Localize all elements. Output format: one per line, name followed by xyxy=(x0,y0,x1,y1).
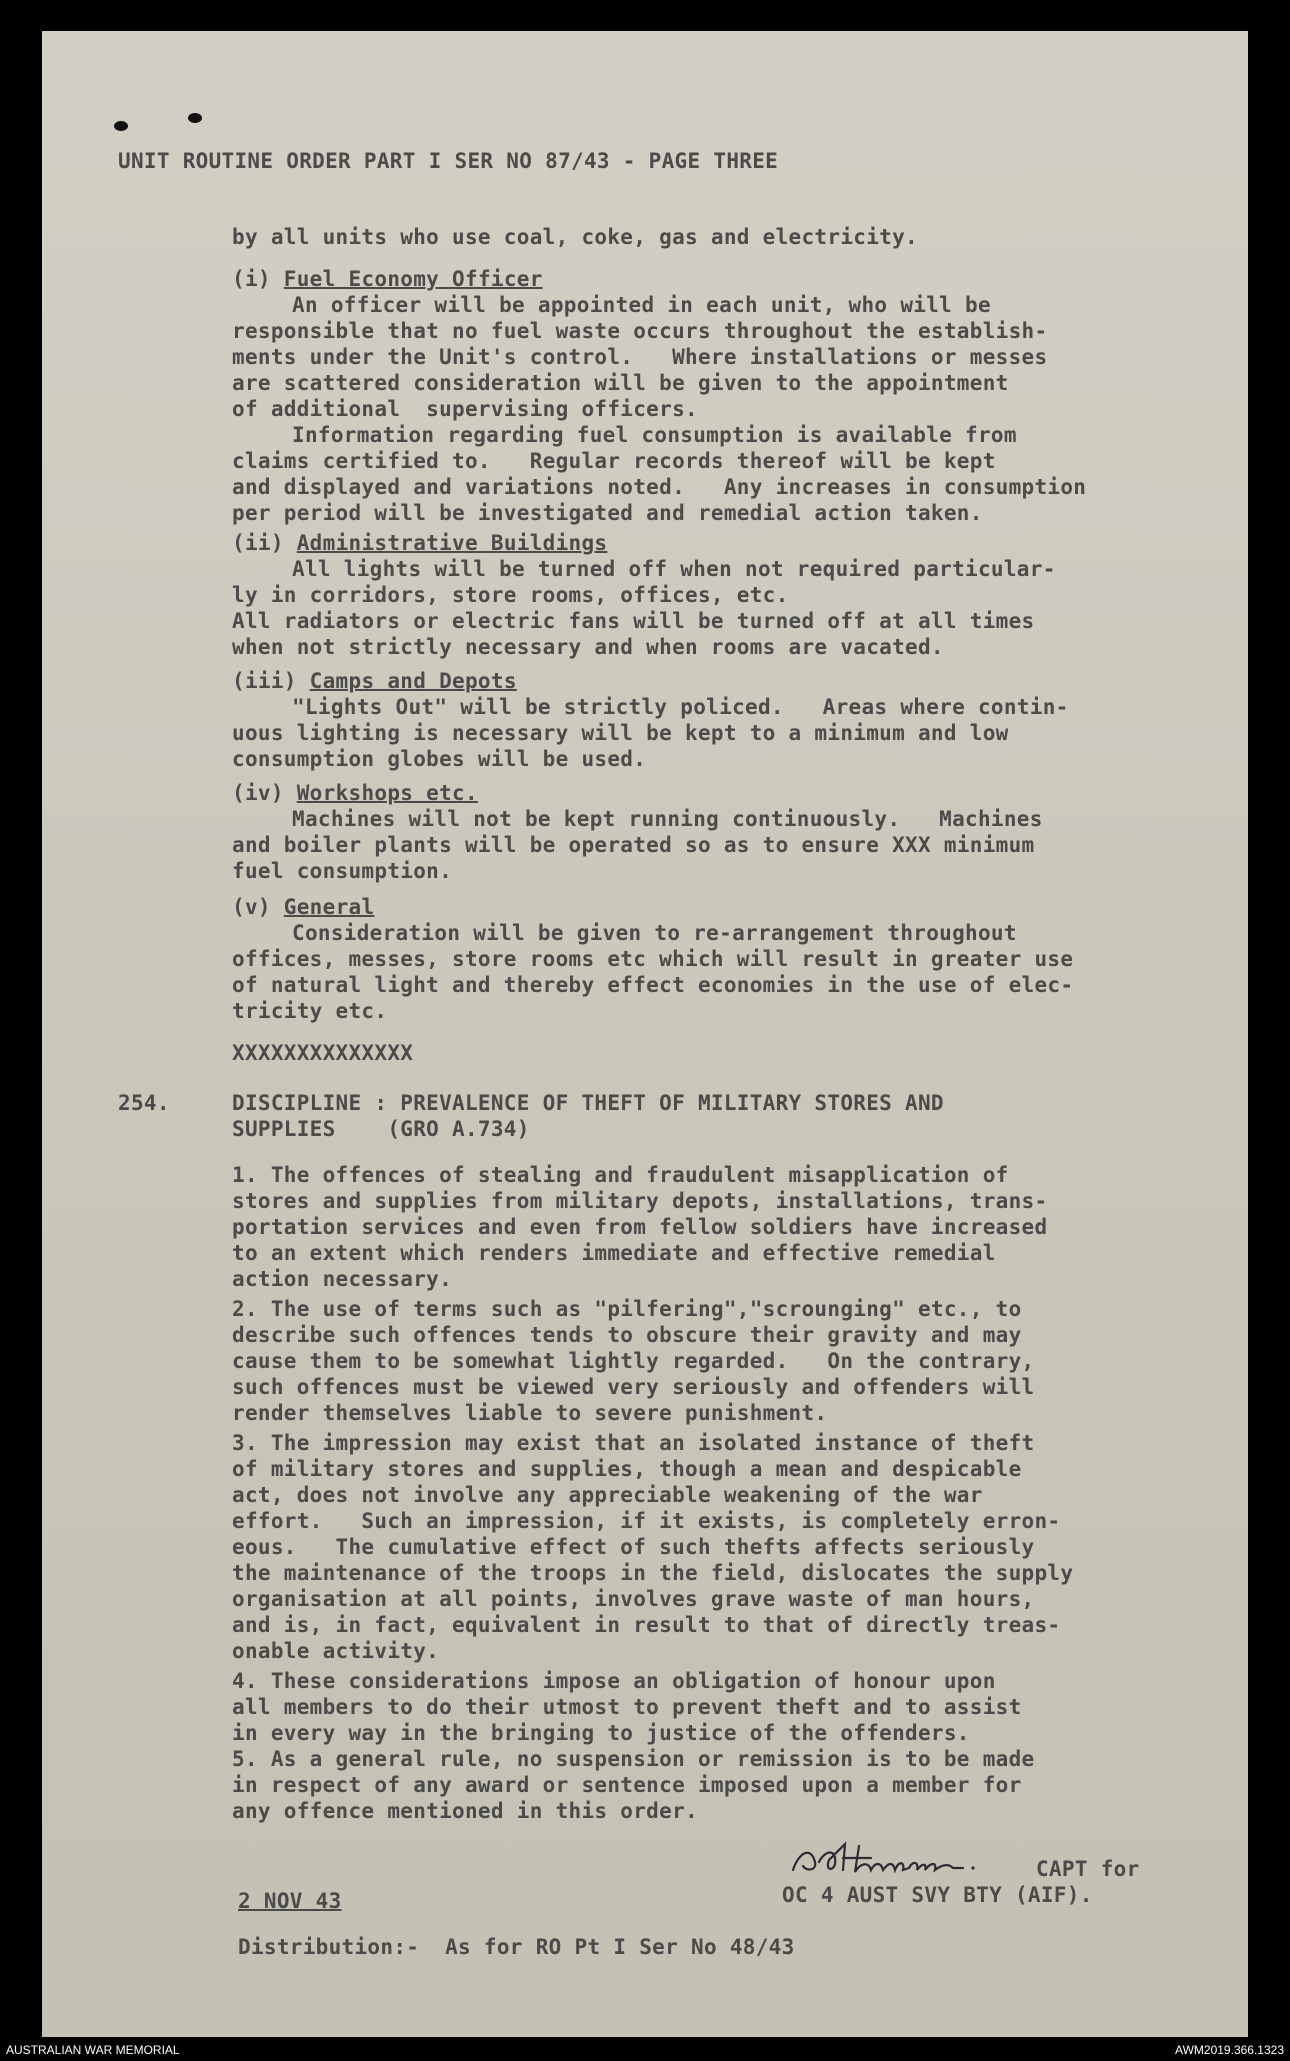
line: are scattered consideration will be given to the appointment xyxy=(232,371,1009,395)
paragraph-line: effort. Such an impression, if it exists, is completely erron- xyxy=(232,1509,1061,1533)
paragraph-line: onable activity. xyxy=(232,1639,440,1663)
paragraph-line: act, does not involve any appreciable weakening of the war xyxy=(232,1483,983,1507)
paragraph-line: in respect of any award or sentence imposed upon a member for xyxy=(232,1773,1022,1797)
punch-hole xyxy=(114,121,128,131)
intro-line: by all units who use coal, coke, gas and electricity. xyxy=(232,225,918,249)
paragraph-line: all members to do their utmost to prevent theft and to assist xyxy=(232,1695,1022,1719)
signature-unit: OC 4 AUST SVY BTY (AIF). xyxy=(782,1883,1093,1907)
line: Consideration will be given to re-arrangement throughout xyxy=(292,921,1017,945)
line: All lights will be turned off when not required particular- xyxy=(292,557,1056,581)
paragraph-line: the maintenance of the troops in the field, dislocates the supply xyxy=(232,1561,1074,1585)
paragraph-line: 5. As a general rule, no suspension or remission is to be made xyxy=(232,1747,1035,1771)
paragraph-line: 1. The offences of stealing and fraudulent misapplication of xyxy=(232,1163,1009,1187)
line: Information regarding fuel consumption is available from xyxy=(292,423,1017,447)
line: per period will be investigated and remedial action taken. xyxy=(232,501,983,525)
paragraph-line: 2. The use of terms such as "pilfering","scrounging" etc., to xyxy=(232,1297,1022,1321)
order-number: 254. xyxy=(118,1091,170,1115)
paragraph-line: cause them to be somewhat lightly regarded. On the contrary, xyxy=(232,1349,1035,1373)
line: "Lights Out" will be strictly policed. Areas where contin- xyxy=(292,695,1069,719)
line: of natural light and thereby effect economies in the use of elec- xyxy=(232,973,1074,997)
line: tricity etc. xyxy=(232,999,388,1023)
paragraph-line: action necessary. xyxy=(232,1267,453,1291)
line: of additional supervising officers. xyxy=(232,397,698,421)
section-heading-workshops: (iv) Workshops etc. xyxy=(232,781,478,805)
paragraph-line: such offences must be viewed very seriously and offenders will xyxy=(232,1375,1035,1399)
handwritten-signature xyxy=(785,1832,1005,1882)
line: responsible that no fuel waste occurs throughout the establish- xyxy=(232,319,1048,343)
paragraph-line: eous. The cumulative effect of such thefts affects seriously xyxy=(232,1535,1035,1559)
paragraph-line: 4. These considerations impose an obligation of honour upon xyxy=(232,1669,996,1693)
line: ly in corridors, store rooms, offices, etc. xyxy=(232,583,789,607)
signature-rank: CAPT for xyxy=(1036,1857,1140,1881)
line: offices, messes, store rooms etc which will result in greater use xyxy=(232,947,1074,971)
line: claims certified to. Regular records thereof will be kept xyxy=(232,449,996,473)
line: An officer will be appointed in each unit, who will be xyxy=(292,293,991,317)
line: and displayed and variations noted. Any increases in consumption xyxy=(232,475,1087,499)
line: consumption globes will be used. xyxy=(232,747,647,771)
separator: XXXXXXXXXXXXXX xyxy=(232,1041,414,1065)
line: uous lighting is necessary will be kept to a minimum and low xyxy=(232,721,1009,745)
footer-bar xyxy=(0,2037,1290,2061)
line: Machines will not be kept running continuously. Machines xyxy=(292,807,1043,831)
order-title: DISCIPLINE : PREVALENCE OF THEFT OF MILITARY STORES AND xyxy=(232,1091,944,1115)
line: All radiators or electric fans will be turned off at all times xyxy=(232,609,1035,633)
paragraph-line: stores and supplies from military depots, installations, trans- xyxy=(232,1189,1048,1213)
paragraph-line: and is, in fact, equivalent in result to that of directly treas- xyxy=(232,1613,1061,1637)
punch-hole xyxy=(188,113,202,123)
paragraph-line: describe such offences tends to obscure their gravity and may xyxy=(232,1323,1022,1347)
section-heading-admin: (ii) Administrative Buildings xyxy=(232,531,608,555)
section-heading-general: (v) General xyxy=(232,895,375,919)
footer-accession-number: AWM2019.366.1323 xyxy=(1175,2043,1284,2057)
paragraph-line: 3. The impression may exist that an isolated instance of theft xyxy=(232,1431,1035,1455)
line: fuel consumption. xyxy=(232,859,453,883)
paragraph-line: in every way in the bringing to justice of the offenders. xyxy=(232,1721,970,1745)
paragraph-line: to an extent which renders immediate and effective remedial xyxy=(232,1241,996,1265)
section-heading-camps: (iii) Camps and Depots xyxy=(232,669,517,693)
footer-institution: AUSTRALIAN WAR MEMORIAL xyxy=(6,2043,180,2057)
paragraph-line: portation services and even from fellow soldiers have increased xyxy=(232,1215,1048,1239)
section-heading-fuel: (i) Fuel Economy Officer xyxy=(232,267,543,291)
paragraph-line: any offence mentioned in this order. xyxy=(232,1799,698,1823)
line: ments under the Unit's control. Where installations or messes xyxy=(232,345,1048,369)
order-title: SUPPLIES (GRO A.734) xyxy=(232,1117,530,1141)
paragraph-line: of military stores and supplies, though a mean and despicable xyxy=(232,1457,1022,1481)
document-date: 2 NOV 43 xyxy=(238,1889,342,1913)
distribution-line: Distribution:- As for RO Pt I Ser No 48/43 xyxy=(238,1935,795,1959)
line: and boiler plants will be operated so as to ensure XXX minimum xyxy=(232,833,1035,857)
paragraph-line: organisation at all points, involves grave waste of man hours, xyxy=(232,1587,1035,1611)
page-header: UNIT ROUTINE ORDER PART I SER NO 87/43 - PAGE THREE xyxy=(118,149,779,173)
line: when not strictly necessary and when rooms are vacated. xyxy=(232,635,944,659)
paragraph-line: render themselves liable to severe punishment. xyxy=(232,1401,828,1425)
